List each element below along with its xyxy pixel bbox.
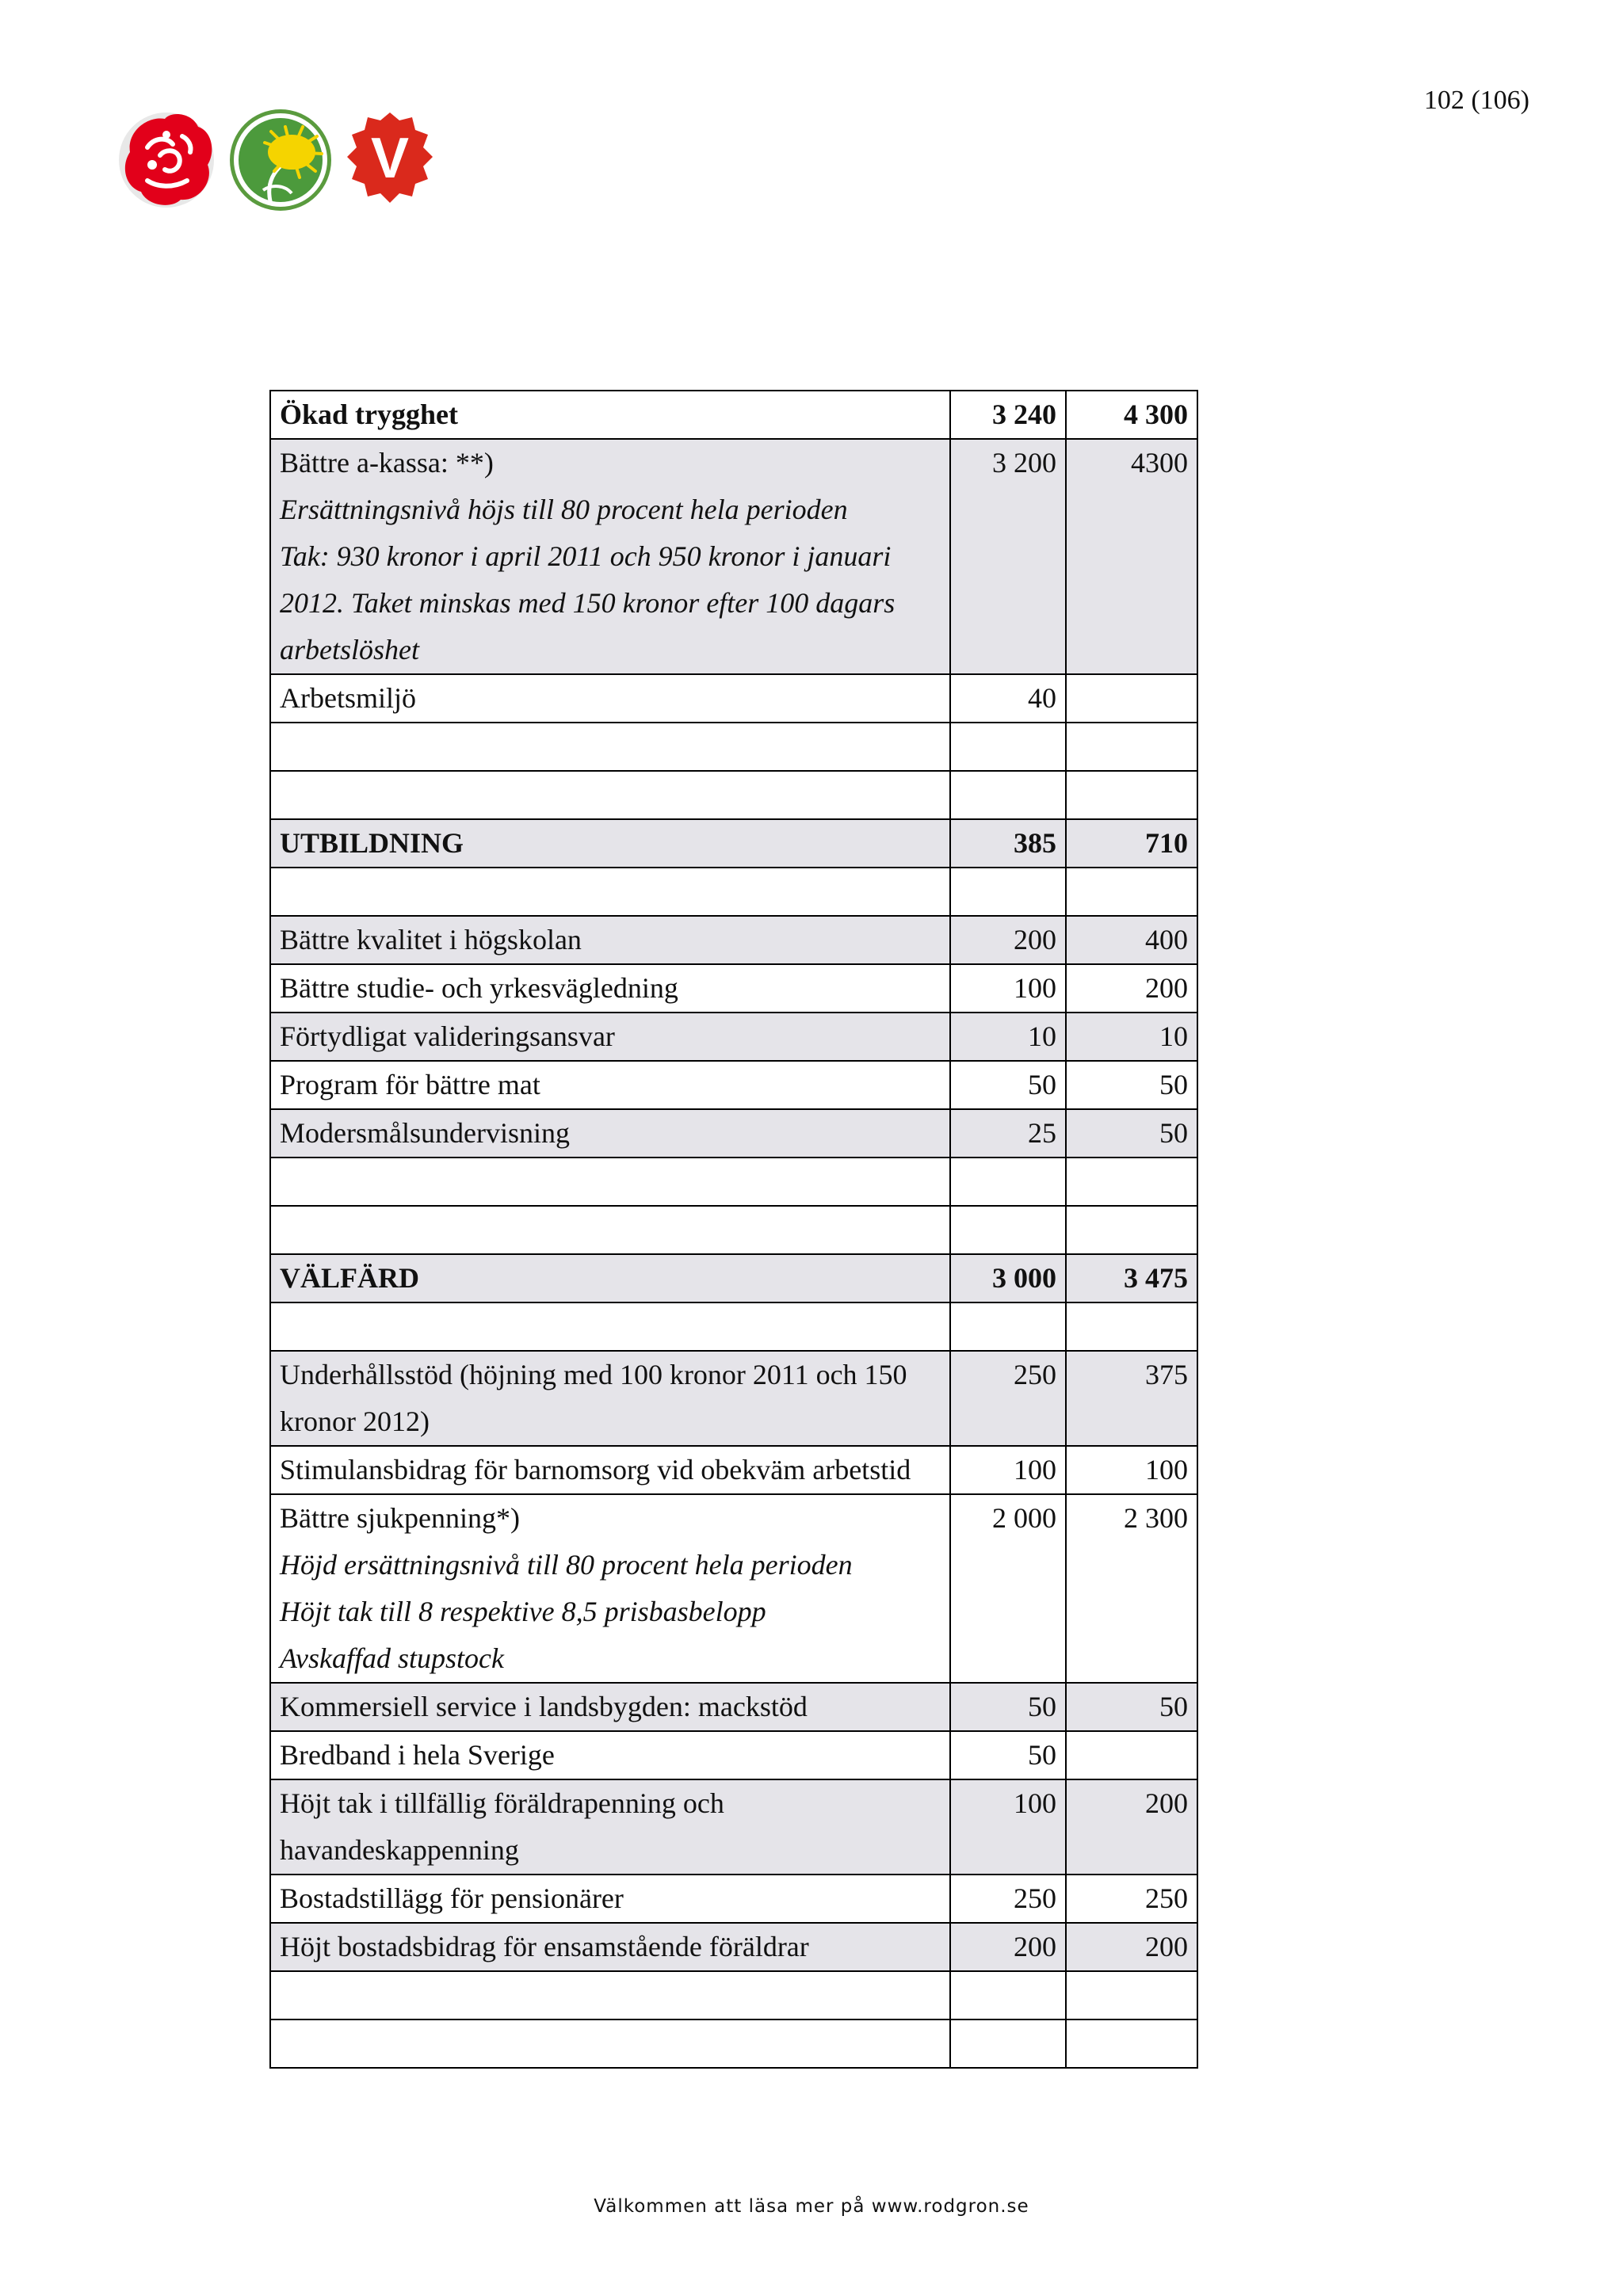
row-value-2011: 50 — [950, 1731, 1066, 1779]
table-row — [270, 439, 1197, 674]
table-row — [270, 1779, 1197, 1875]
row-value-2012: 3 475 — [1066, 1254, 1197, 1302]
row-label-cell — [270, 1013, 950, 1061]
table-row — [270, 1446, 1197, 1494]
row-value-2012: 50 — [1066, 1109, 1197, 1158]
row-value-2011: 3 200 — [950, 439, 1066, 674]
row-value-2012 — [1066, 1731, 1197, 1779]
row-label-cell — [270, 1494, 950, 1683]
row-value-2011 — [950, 723, 1066, 771]
row-sublabel: Tak: 930 kronor i april 2011 och 950 kronor i januari 2012. Taket minskas med 150 kronor efter 100 dagars arbetslöshet — [280, 540, 896, 666]
row-value-2011: 25 — [950, 1109, 1066, 1158]
row-value-2012 — [1066, 1206, 1197, 1254]
row-value-2011: 50 — [950, 1061, 1066, 1109]
row-label-cell — [270, 1446, 950, 1494]
row-label: Bostadstillägg för pensionärer — [280, 1882, 624, 1914]
row-label-cell — [270, 771, 950, 819]
row-sublabel: Höjd ersättningsnivå till 80 procent hela perioden — [280, 1549, 853, 1581]
row-label-cell — [270, 1206, 950, 1254]
red-v-logo-icon — [347, 113, 433, 203]
table-row — [270, 2019, 1197, 2068]
row-value-2011 — [950, 1158, 1066, 1206]
row-value-2012: 50 — [1066, 1061, 1197, 1109]
row-label-cell — [270, 1061, 950, 1109]
row-label: Kommersiell service i landsbygden: mackstöd — [280, 1691, 808, 1722]
row-label: Bättre kvalitet i högskolan — [280, 924, 582, 955]
table-row — [270, 1206, 1197, 1254]
party-logos-graphic — [116, 108, 449, 215]
row-value-2012: 4300 — [1066, 439, 1197, 674]
row-label-cell — [270, 1731, 950, 1779]
row-sublabel: Avskaffad stupstock — [280, 1642, 504, 1674]
table-row — [270, 1971, 1197, 2019]
row-value-2011: 100 — [950, 1779, 1066, 1875]
row-label-cell — [270, 1779, 950, 1875]
row-value-2011: 385 — [950, 819, 1066, 868]
table-row — [270, 819, 1197, 868]
row-value-2012 — [1066, 1302, 1197, 1351]
row-label-cell — [270, 1109, 950, 1158]
row-value-2011: 200 — [950, 916, 1066, 964]
row-sublabel: Höjt tak till 8 respektive 8,5 prisbasbelopp — [280, 1596, 766, 1627]
row-value-2011 — [950, 1206, 1066, 1254]
row-label: Höjt tak i tillfällig föräldrapenning och havandeskappenning — [280, 1787, 724, 1866]
row-value-2012 — [1066, 868, 1197, 916]
row-value-2011: 40 — [950, 674, 1066, 723]
table-row — [270, 1683, 1197, 1731]
row-value-2011 — [950, 2019, 1066, 2068]
row-label-cell — [270, 1683, 950, 1731]
row-label-cell — [270, 1158, 950, 1206]
row-value-2012: 710 — [1066, 819, 1197, 868]
row-value-2012: 250 — [1066, 1875, 1197, 1923]
row-value-2011: 3 240 — [950, 391, 1066, 439]
row-label: Bättre a-kassa: **) — [280, 447, 494, 479]
row-value-2012 — [1066, 2019, 1197, 2068]
row-value-2012: 10 — [1066, 1013, 1197, 1061]
row-value-2012 — [1066, 1971, 1197, 2019]
table-row — [270, 1494, 1197, 1683]
table-row — [270, 1351, 1197, 1446]
row-label-cell — [270, 2019, 950, 2068]
row-label: VÄLFÄRD — [280, 1262, 419, 1294]
table-row — [270, 1109, 1197, 1158]
row-value-2012: 50 — [1066, 1683, 1197, 1731]
row-label-cell — [270, 1875, 950, 1923]
row-value-2011: 250 — [950, 1351, 1066, 1446]
row-label-cell — [270, 964, 950, 1013]
budget-table-body — [270, 391, 1197, 2068]
table-row — [270, 723, 1197, 771]
row-label-cell — [270, 439, 950, 674]
table-row — [270, 1158, 1197, 1206]
budget-table — [269, 390, 1198, 2069]
table-row — [270, 916, 1197, 964]
row-label: Modersmålsundervisning — [280, 1117, 570, 1149]
row-label: Förtydligat valideringsansvar — [280, 1020, 615, 1052]
row-label-cell — [270, 1351, 950, 1446]
v-letter: V — [370, 127, 410, 190]
row-value-2012: 100 — [1066, 1446, 1197, 1494]
green-dandelion-logo-icon — [230, 109, 331, 211]
row-label-cell — [270, 1923, 950, 1971]
row-value-2011: 100 — [950, 1446, 1066, 1494]
row-value-2012: 200 — [1066, 964, 1197, 1013]
table-row — [270, 771, 1197, 819]
table-row — [270, 674, 1197, 723]
row-value-2011: 100 — [950, 964, 1066, 1013]
row-value-2011 — [950, 1302, 1066, 1351]
row-label: Ökad trygghet — [280, 399, 458, 430]
row-label-cell — [270, 1971, 950, 2019]
row-label: Bättre studie- och yrkesvägledning — [280, 972, 678, 1004]
table-row — [270, 1254, 1197, 1302]
row-value-2011 — [950, 868, 1066, 916]
row-value-2012: 200 — [1066, 1923, 1197, 1971]
row-label: Underhållsstöd (höjning med 100 kronor 2011 och 150 kronor 2012) — [280, 1359, 907, 1437]
row-value-2011: 50 — [950, 1683, 1066, 1731]
row-value-2011: 10 — [950, 1013, 1066, 1061]
row-value-2011: 2 000 — [950, 1494, 1066, 1683]
table-row — [270, 1061, 1197, 1109]
row-value-2012 — [1066, 1158, 1197, 1206]
row-label-cell — [270, 723, 950, 771]
red-rose-logo-icon — [119, 113, 214, 208]
row-value-2012: 200 — [1066, 1779, 1197, 1875]
table-row — [270, 1302, 1197, 1351]
row-label: Stimulansbidrag för barnomsorg vid obekväm arbetstid — [280, 1454, 911, 1486]
row-value-2011 — [950, 771, 1066, 819]
row-sublabel: Ersättningsnivå höjs till 80 procent hela perioden — [280, 494, 848, 525]
row-value-2011 — [950, 1971, 1066, 2019]
row-value-2012 — [1066, 723, 1197, 771]
row-value-2012: 400 — [1066, 916, 1197, 964]
row-label: Bättre sjukpenning*) — [280, 1502, 520, 1534]
row-label: UTBILDNING — [280, 827, 464, 859]
table-row — [270, 964, 1197, 1013]
table-row — [270, 1875, 1197, 1923]
row-label-cell — [270, 1302, 950, 1351]
table-row — [270, 1731, 1197, 1779]
row-label-cell — [270, 868, 950, 916]
row-value-2012 — [1066, 674, 1197, 723]
row-label-cell — [270, 819, 950, 868]
page-number: 102 (106) — [1423, 86, 1529, 115]
row-label-cell — [270, 674, 950, 723]
row-value-2012: 2 300 — [1066, 1494, 1197, 1683]
row-label: Arbetsmiljö — [280, 682, 416, 714]
row-value-2011: 200 — [950, 1923, 1066, 1971]
party-logos — [116, 108, 449, 215]
row-value-2012: 4 300 — [1066, 391, 1197, 439]
row-label: Höjt bostadsbidrag för ensamstående föräldrar — [280, 1931, 809, 1962]
table-row — [270, 1013, 1197, 1061]
row-label: Program för bättre mat — [280, 1069, 540, 1100]
row-value-2012 — [1066, 771, 1197, 819]
row-label-cell — [270, 391, 950, 439]
row-value-2011: 250 — [950, 1875, 1066, 1923]
table-row — [270, 1923, 1197, 1971]
table-row — [270, 868, 1197, 916]
row-label: Bredband i hela Sverige — [280, 1739, 555, 1771]
row-label-cell — [270, 916, 950, 964]
row-value-2011: 3 000 — [950, 1254, 1066, 1302]
table-row — [270, 391, 1197, 439]
row-label-cell — [270, 1254, 950, 1302]
footer-text: Välkommen att läsa mer på www.rodgron.se — [594, 2196, 1029, 2217]
row-value-2012: 375 — [1066, 1351, 1197, 1446]
